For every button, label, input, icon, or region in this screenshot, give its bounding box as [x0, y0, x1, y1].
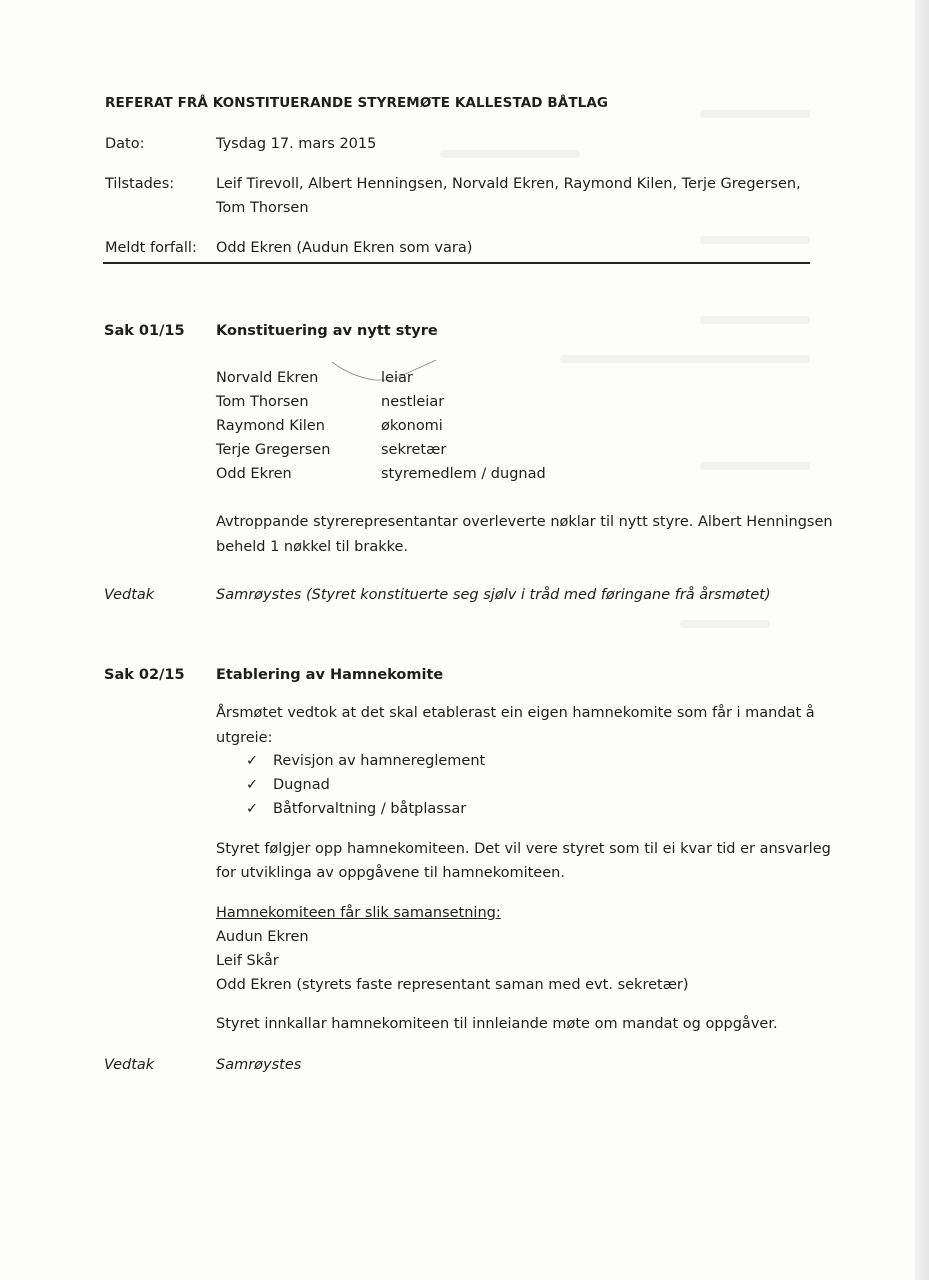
case-number-2: Sak 02/15 [104, 667, 185, 683]
show-through-mark [440, 150, 580, 158]
keys-note-line-2: beheld 1 nøkkel til brakke. [216, 539, 409, 555]
absence-label: Meldt forfall: [105, 240, 197, 256]
follow-up-line-2: for utviklinga av oppgåvene til hamnekomiteen. [216, 865, 565, 881]
checkmark-icon: ✓ [246, 777, 259, 793]
attendees-line-1: Leif Tirevoll, Albert Henningsen, Norvald Ekren, Raymond Kilen, Terje Gregersen, [216, 176, 801, 192]
case-number-1: Sak 01/15 [104, 323, 185, 339]
mandate-intro-line-1: Årsmøtet vedtok at det skal etablerast ein eigen hamnekomite som får i mandat å [216, 705, 815, 721]
case-title-2: Etablering av Hamnekomite [216, 667, 444, 683]
attendees-label: Tilstades: [105, 176, 175, 192]
attendees-line-2: Tom Thorsen [216, 200, 309, 216]
show-through-mark [700, 462, 810, 470]
follow-up-line-1: Styret følgjer opp hamnekomiteen. Det vil vere styret som til ei kvar tid er ansvarleg [216, 841, 831, 857]
show-through-mark [700, 316, 810, 324]
board-member-role: økonomi [381, 418, 443, 434]
header-divider [103, 262, 810, 264]
show-through-mark [560, 355, 810, 363]
case-title-1: Konstituering av nytt styre [216, 323, 438, 339]
document-title: REFERAT FRÅ KONSTITUERANDE STYREMØTE KALLESTAD BÅTLAG [105, 95, 609, 111]
checklist-item: Dugnad [273, 777, 330, 793]
mandate-intro-line-2: utgreie: [216, 730, 273, 746]
decision-text-2: Samrøystes [216, 1057, 302, 1073]
show-through-mark [700, 236, 810, 244]
board-member-name: Terje Gregersen [216, 442, 331, 458]
decision-text-1: Samrøystes (Styret konstituerte seg sjølv i tråd med føringane frå årsmøtet) [216, 587, 771, 603]
keys-note-line-1: Avtroppande styrerepresentantar overleverte nøklar til nytt styre. Albert Henningsen [216, 514, 833, 530]
board-member-name: Tom Thorsen [216, 394, 309, 410]
board-member-role: styremedlem / dugnad [381, 466, 546, 482]
board-member-name: Raymond Kilen [216, 418, 325, 434]
show-through-mark [680, 620, 770, 628]
checklist-item: Revisjon av hamnereglement [273, 753, 486, 769]
committee-member: Leif Skår [216, 953, 279, 969]
scan-edge [915, 0, 929, 1280]
committee-member: Odd Ekren (styrets faste representant saman med evt. sekretær) [216, 977, 689, 993]
decision-label-1: Vedtak [104, 587, 155, 603]
board-member-role: leiar [381, 370, 413, 386]
board-member-name: Odd Ekren [216, 466, 292, 482]
absence-value: Odd Ekren (Audun Ekren som vara) [216, 240, 473, 256]
date-label: Dato: [105, 136, 145, 152]
committee-member: Audun Ekren [216, 929, 309, 945]
checklist-item: Båtforvaltning / båtplassar [273, 801, 467, 817]
meeting-invite-text: Styret innkallar hamnekomiteen til innleiande møte om mandat og oppgåver. [216, 1016, 778, 1032]
board-member-name: Norvald Ekren [216, 370, 319, 386]
composition-heading: Hamnekomiteen får slik samansetning: [216, 905, 501, 921]
date-value: Tysdag 17. mars 2015 [216, 136, 377, 152]
board-member-role: nestleiar [381, 394, 445, 410]
checkmark-icon: ✓ [246, 801, 259, 817]
show-through-mark [700, 110, 810, 118]
checkmark-icon: ✓ [246, 753, 259, 769]
board-member-role: sekretær [381, 442, 447, 458]
decision-label-2: Vedtak [104, 1057, 155, 1073]
